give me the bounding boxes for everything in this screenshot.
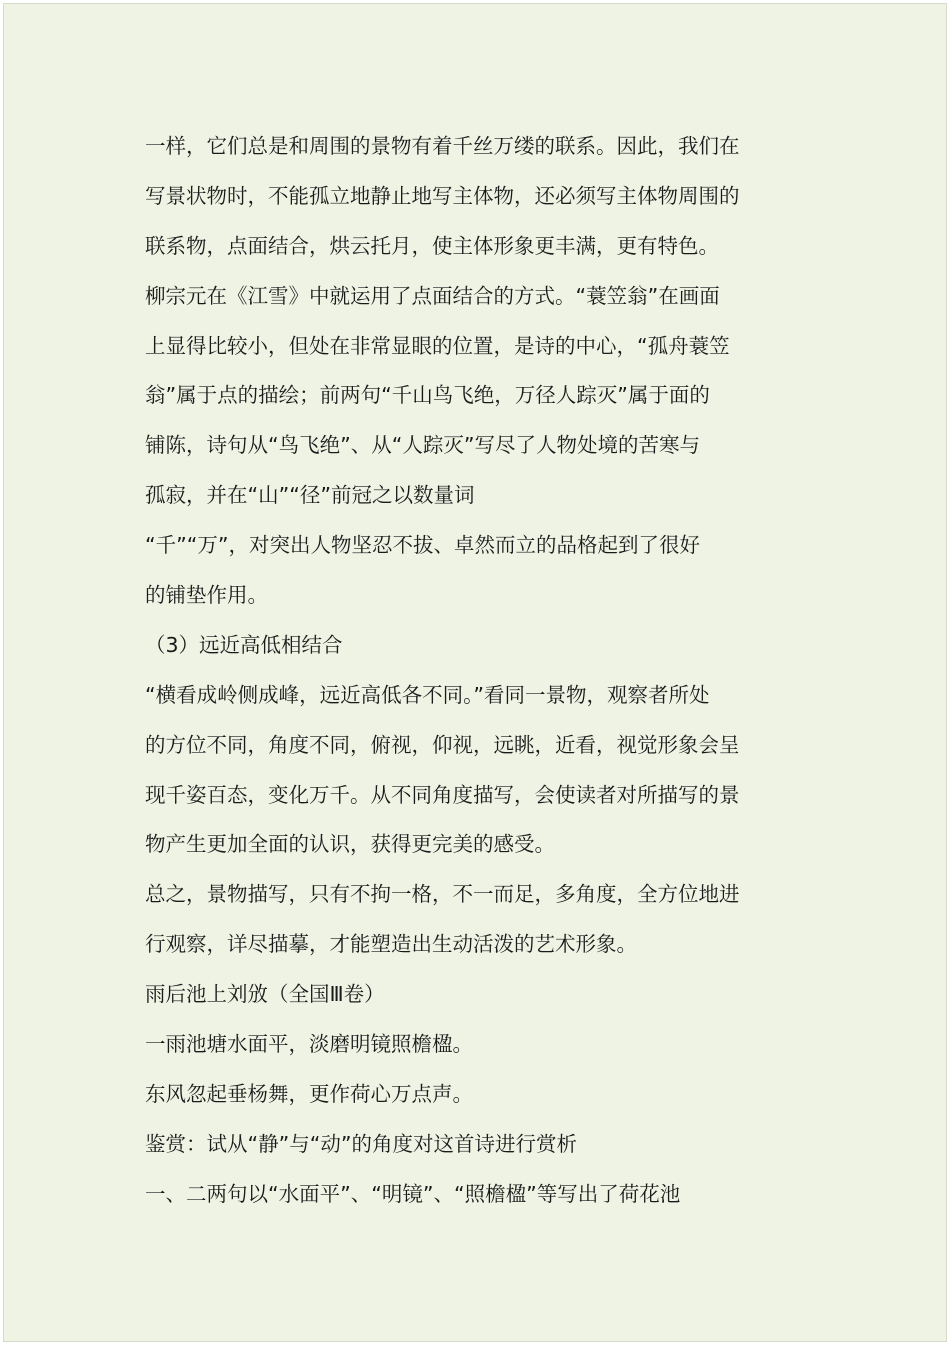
- text-line: 一样，它们总是和周围的景物有着千丝万缕的联系。因此，我们在: [145, 134, 740, 158]
- text-line: 孤寂，并在“山”“径”前冠之以数量词: [145, 483, 475, 508]
- section-heading: （3）远近高低相结合: [145, 632, 343, 657]
- text-line: 一、二两句以“水面平”、“明镜”、“照檐楹”等写出了荷花池: [145, 1181, 681, 1206]
- text-line: 物产生更加全面的认识，获得更完美的感受。: [145, 832, 555, 857]
- text-line: 行观察，详尽描摹，才能塑造出生动活泼的艺术形象。: [145, 932, 637, 957]
- question-line: 鉴赏：试从“静”与“动”的角度对这首诗进行赏析: [145, 1131, 577, 1156]
- text-line: “千”“万”，对突出人物坚忍不拔、卓然而立的品格起到了很好: [145, 533, 700, 558]
- document-body: [145, 122, 755, 1220]
- text-line: 联系物，点面结合，烘云托月，使主体形象更丰满，更有特色。: [145, 233, 719, 258]
- text-line: 上显得比较小，但处在非常显眼的位置，是诗的中心，“孤舟蓑笠: [145, 333, 730, 358]
- text-line: 总之，景物描写，只有不拘一格，不一而足，多角度，全方位地进: [145, 882, 740, 907]
- text-line: 的铺垫作用。: [145, 583, 268, 608]
- text-line: 翁”属于点的描绘；前两句“千山鸟飞绝，万径人踪灭”属于面的: [145, 383, 710, 408]
- text-line: “横看成岭侧成峰，远近高低各不同。”看同一景物，观察者所处: [145, 682, 710, 707]
- text-line: 写景状物时，不能孤立地静止地写主体物，还必须写主体物周围的: [145, 183, 740, 208]
- document-page: [3, 3, 947, 1342]
- text-line: 铺陈，诗句从“鸟飞绝”、从“人踪灭”写尽了人物处境的苦寒与: [145, 433, 700, 458]
- text-line: 现千姿百态，变化万千。从不同角度描写，会使读者对所描写的景: [145, 782, 740, 807]
- poem-line: 东风忽起垂杨舞，更作荷心万点声。: [145, 1081, 473, 1106]
- text-line: 柳宗元在《江雪》中就运用了点面结合的方式。“蓑笠翁”在画面: [145, 283, 720, 308]
- poem-title: 雨后池上刘攽（全国Ⅲ卷）: [145, 982, 385, 1007]
- poem-line: 一雨池塘水面平，淡磨明镜照檐楹。: [145, 1032, 473, 1057]
- text-line: 的方位不同，角度不同，俯视，仰视，远眺，近看，视觉形象会呈: [145, 732, 740, 757]
